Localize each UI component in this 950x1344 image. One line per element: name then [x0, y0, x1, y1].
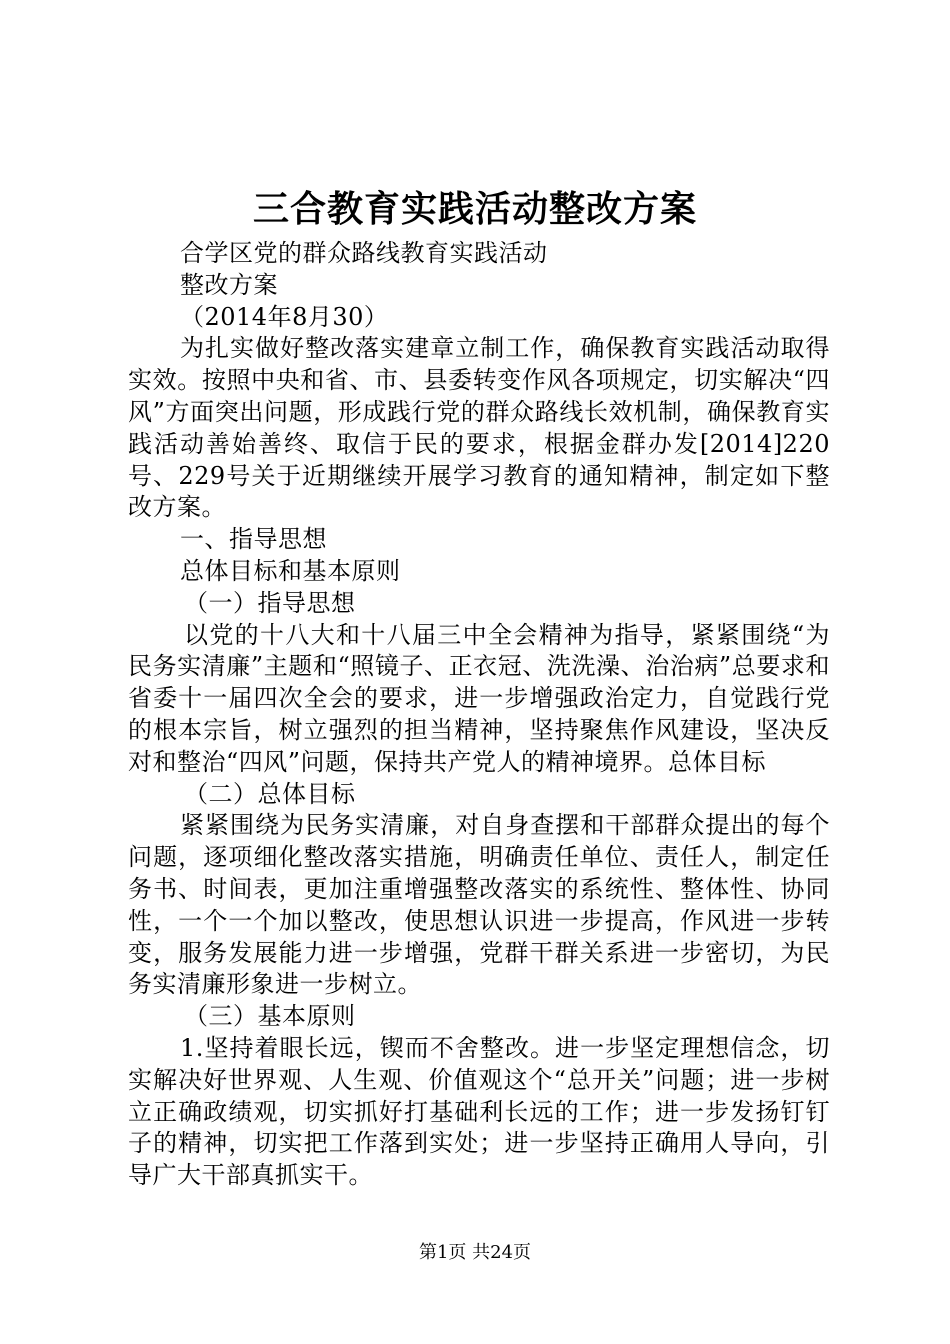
paragraph-subtitle-line2: 整改方案 — [180, 270, 278, 299]
paragraph-date: （2014年8月30） — [180, 302, 389, 331]
document-body — [128, 238, 830, 1192]
heading-guiding-ideology: 一、指导思想 — [180, 525, 327, 554]
paragraph-intro: 为扎实做好整改落实建章立制工作，确保教育实践活动取得实效。按照中央和省、市、县委转变作风各项规定，切实解决“四风”方面突出问题，形成践行党的群众路线长效机制，确保教育实践活动善始善终、取信于民的要求，根据金群办发[2014]220号、229号关于近期继续开展学习教育的通知精神，制定如下整改方案。 — [128, 334, 830, 522]
paragraph-subtitle-line1: 合学区党的群众路线教育实践活动 — [180, 239, 548, 267]
subheading-guiding-ideology: （一）指导思想 — [184, 588, 356, 617]
paragraph-overall-goal: 紧紧围绕为民务实清廉，对自身查摆和干部群众提出的每个问题，逐项细化整改落实措施，明确责任单位、责任人，制定任务书、时间表，更加注重增强整改落实的系统性、整体性、协同性，一个一个加以整改，使思想认识进一步提高，作风进一步转变，服务发展能力进一步增强，党群干群关系进一步密切，为民务实清廉形象进一步树立。 — [128, 811, 830, 999]
page-footer: 第1页 共24页 — [418, 1242, 532, 1263]
subheading-overall-goal: （二）总体目标 — [184, 779, 356, 808]
document-title: 三合教育实践活动整改方案 — [252, 188, 697, 230]
subheading-basic-principles: （三）基本原则 — [184, 1002, 356, 1031]
paragraph-principle-1: 1.坚持着眼长远，锲而不舍整改。进一步坚定理想信念，切实解决好世界观、人生观、价值观这个“总开关”问题；进一步树立正确政绩观，切实抓好打基础利长远的工作；进一步发扬钉钉子的精神，切实把工作落到实处；进一步坚持正确用人导向，引导广大干部真抓实干。 — [128, 1033, 830, 1190]
heading-goals-principles: 总体目标和基本原则 — [180, 556, 401, 585]
paragraph-guiding-ideology: 以党的十八大和十八届三中全会精神为指导，紧紧围绕“为民务实清廉”主题和“照镜子、正衣冠、洗洗澡、治治病”总要求和省委十一届四次全会的要求，进一步增强政治定力，自觉践行党的根本宗旨，树立强烈的担当精神，坚持聚焦作风建设，坚决反对和整治“四风”问题，保持共产党人的精神境界。总体目标 — [128, 620, 830, 776]
